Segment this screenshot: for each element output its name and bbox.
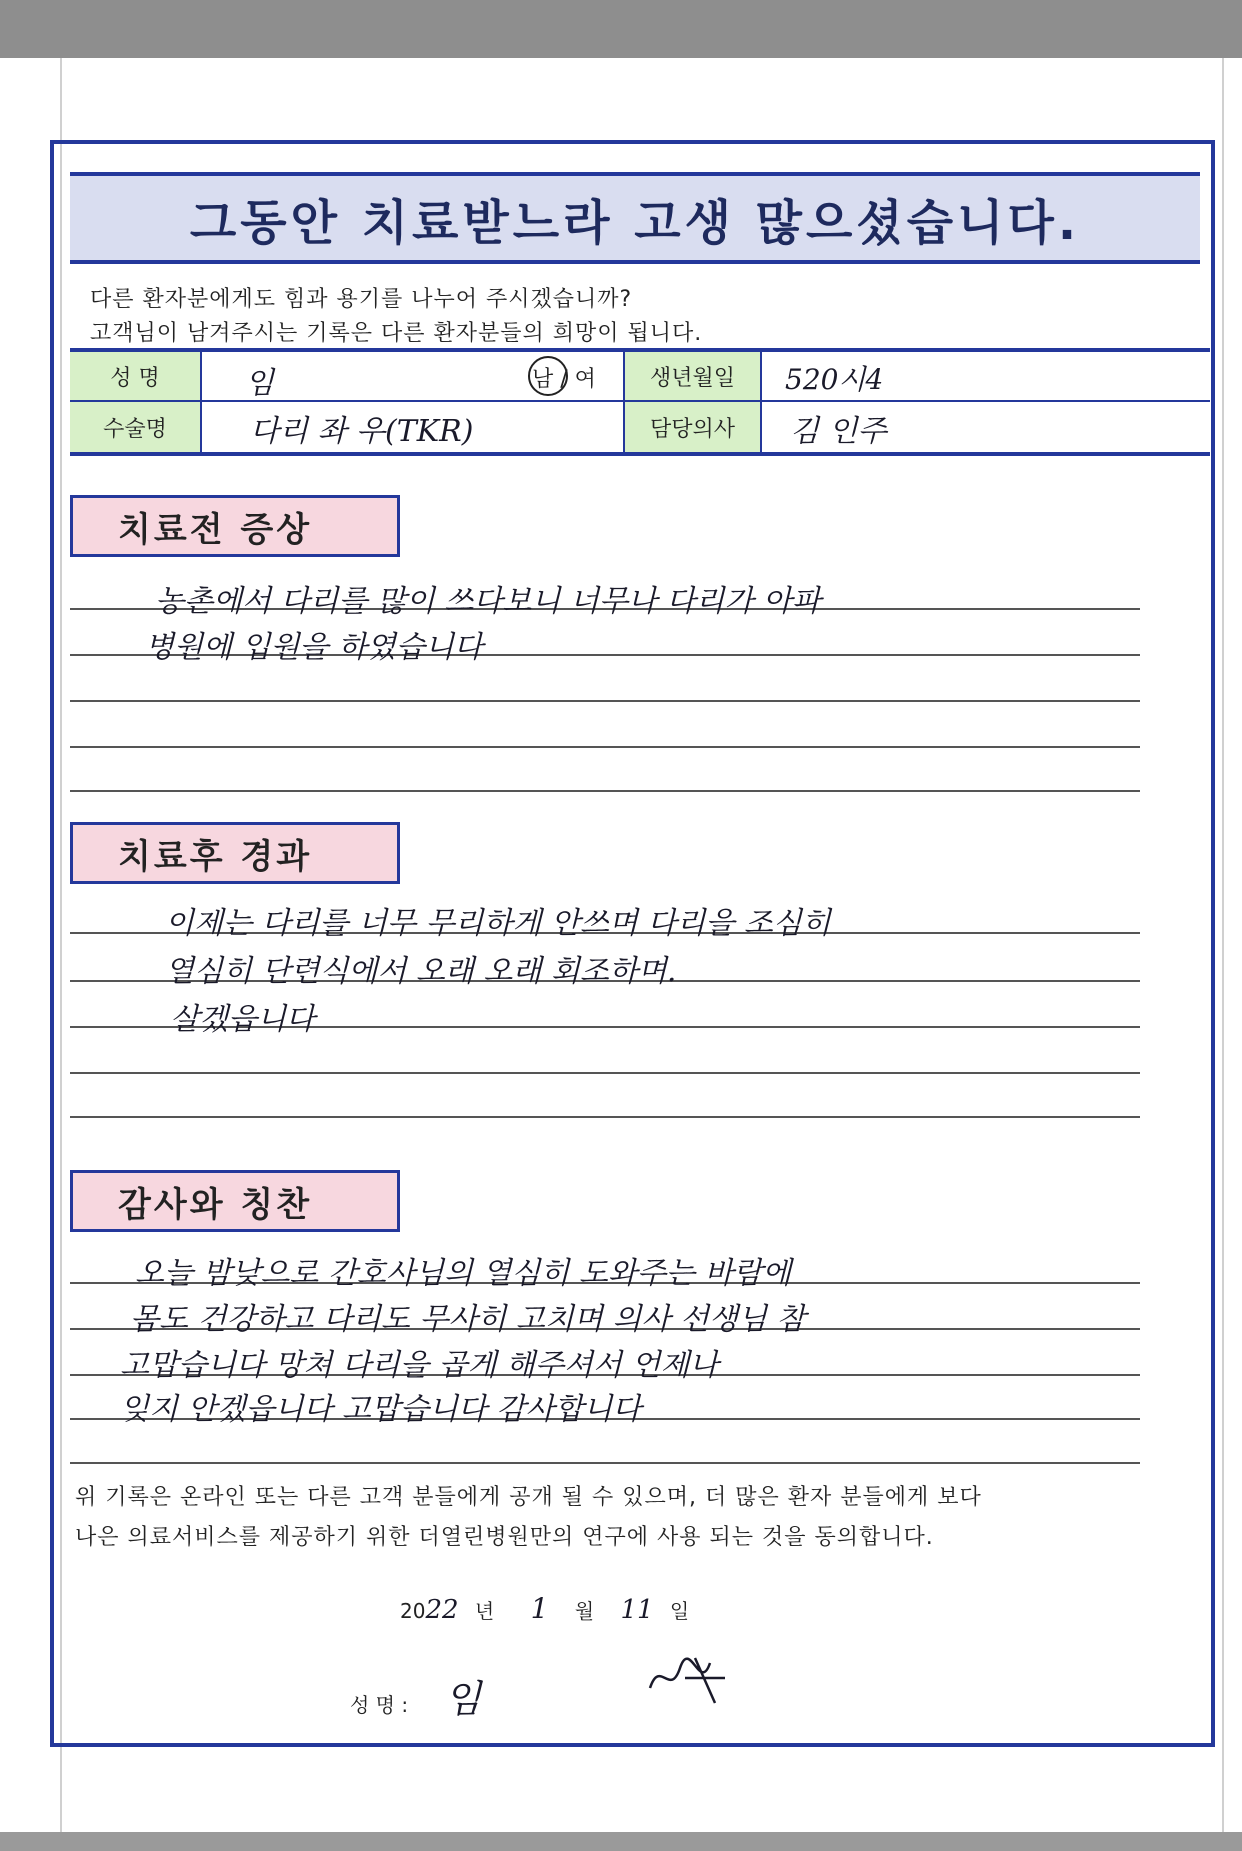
birth-date-handwritten: 520시4 <box>785 363 884 396</box>
writing-line <box>70 1116 1140 1118</box>
writing-line <box>70 790 1140 792</box>
gender-circle-mark <box>528 356 568 396</box>
birth-label: 생년월일 <box>649 365 735 391</box>
gender-options: 남 / 여 <box>532 367 596 392</box>
surgery-name-handwritten: 다리 좌 우(TKR) <box>250 414 474 449</box>
patient-name-handwritten: 임 <box>245 366 274 401</box>
writing-line <box>70 700 1140 702</box>
intro-line-1: 다른 환자분에게도 힘과 용기를 나누어 주시겠습니까? <box>90 287 633 312</box>
thanks-label <box>70 1170 400 1232</box>
writing-line <box>70 1072 1140 1074</box>
thanks-text-line-3: 고맙습니다 망쳐 다리을 곱게 해주셔서 언제나 <box>120 1348 719 1383</box>
date-year-handwritten: 22 <box>425 1595 459 1625</box>
title-banner <box>70 172 1200 264</box>
thanks-text-line-1: 오늘 밤낮으로 간호사님의 열심히 도와주는 바람에 <box>135 1256 792 1291</box>
date-month-label: 월 <box>574 1599 595 1623</box>
signature-scribble <box>640 1648 730 1708</box>
before-treatment-label-text: 치료전 증상 <box>118 509 313 550</box>
thanks-text-line-2: 몸도 건강하고 다리도 무사히 고치며 의사 선생님 참 <box>130 1302 806 1337</box>
surgery-label: 수술명 <box>103 416 167 442</box>
date-day-handwritten: 11 <box>620 1595 654 1625</box>
doctor-name-handwritten: 김 인주 <box>790 414 887 449</box>
date-year-prefix: 20 <box>400 1599 426 1623</box>
birth-label-cell <box>625 352 760 400</box>
after-text-line-1: 이제는 다리를 너무 무리하게 안쓰며 다리을 조심히 <box>165 906 831 941</box>
name-label: 성 명 <box>110 365 160 391</box>
before-text-line-1: 농촌에서 다리를 많이 쓰다보니 너무나 다리가 아파 <box>155 584 821 619</box>
writing-line <box>70 746 1140 748</box>
after-text-line-2: 열심히 단련식에서 오래 오래 회조하며. <box>165 954 677 989</box>
writing-line <box>70 1462 1140 1464</box>
scan-border-bottom <box>0 1832 1242 1851</box>
signature-name-handwritten: 임 <box>444 1677 482 1721</box>
intro-line-2: 고객님이 남겨주시는 기록은 다른 환자분들의 희망이 됩니다. <box>90 321 703 346</box>
thanks-text-line-4: 잊지 안겠읍니다 고맙습니다 감사합니다 <box>120 1392 642 1427</box>
consent-line-2: 나은 의료서비스를 제공하기 위한 더열린병원만의 연구에 사용 되는 것을 동의합니다. <box>75 1525 934 1550</box>
table-col-divider <box>760 352 762 452</box>
scan-border-top <box>0 0 1242 58</box>
patient-info-table <box>70 348 1210 456</box>
signature-label: 성 명 : <box>350 1693 409 1717</box>
consent-line-1: 위 기록은 온라인 또는 다른 고객 분들에게 공개 될 수 있으며, 더 많은 환자 분들에게 보다 <box>75 1485 982 1510</box>
thanks-label-text: 감사와 칭찬 <box>118 1184 313 1225</box>
before-text-line-2: 병원에 입원을 하였습니다 <box>145 630 483 665</box>
before-treatment-label <box>70 495 400 557</box>
date-row <box>400 1592 689 1625</box>
after-text-line-3: 살겠읍니다 <box>170 1002 315 1037</box>
date-month-handwritten: 1 <box>530 1592 549 1625</box>
name-label-cell <box>70 352 200 400</box>
signature-row <box>350 1668 481 1723</box>
doctor-label: 담당의사 <box>649 416 735 442</box>
table-col-divider <box>623 352 625 452</box>
date-year-label: 년 <box>474 1599 495 1623</box>
surgery-label-cell <box>70 402 200 452</box>
table-col-divider <box>200 352 202 452</box>
doctor-label-cell <box>625 402 760 452</box>
page-title: 그동안 치료받느라 고생 많으셨습니다. <box>189 194 1081 251</box>
date-day-label: 일 <box>669 1599 690 1623</box>
table-divider <box>70 400 1210 402</box>
after-treatment-label <box>70 822 400 884</box>
after-treatment-label-text: 치료후 경과 <box>118 836 313 877</box>
